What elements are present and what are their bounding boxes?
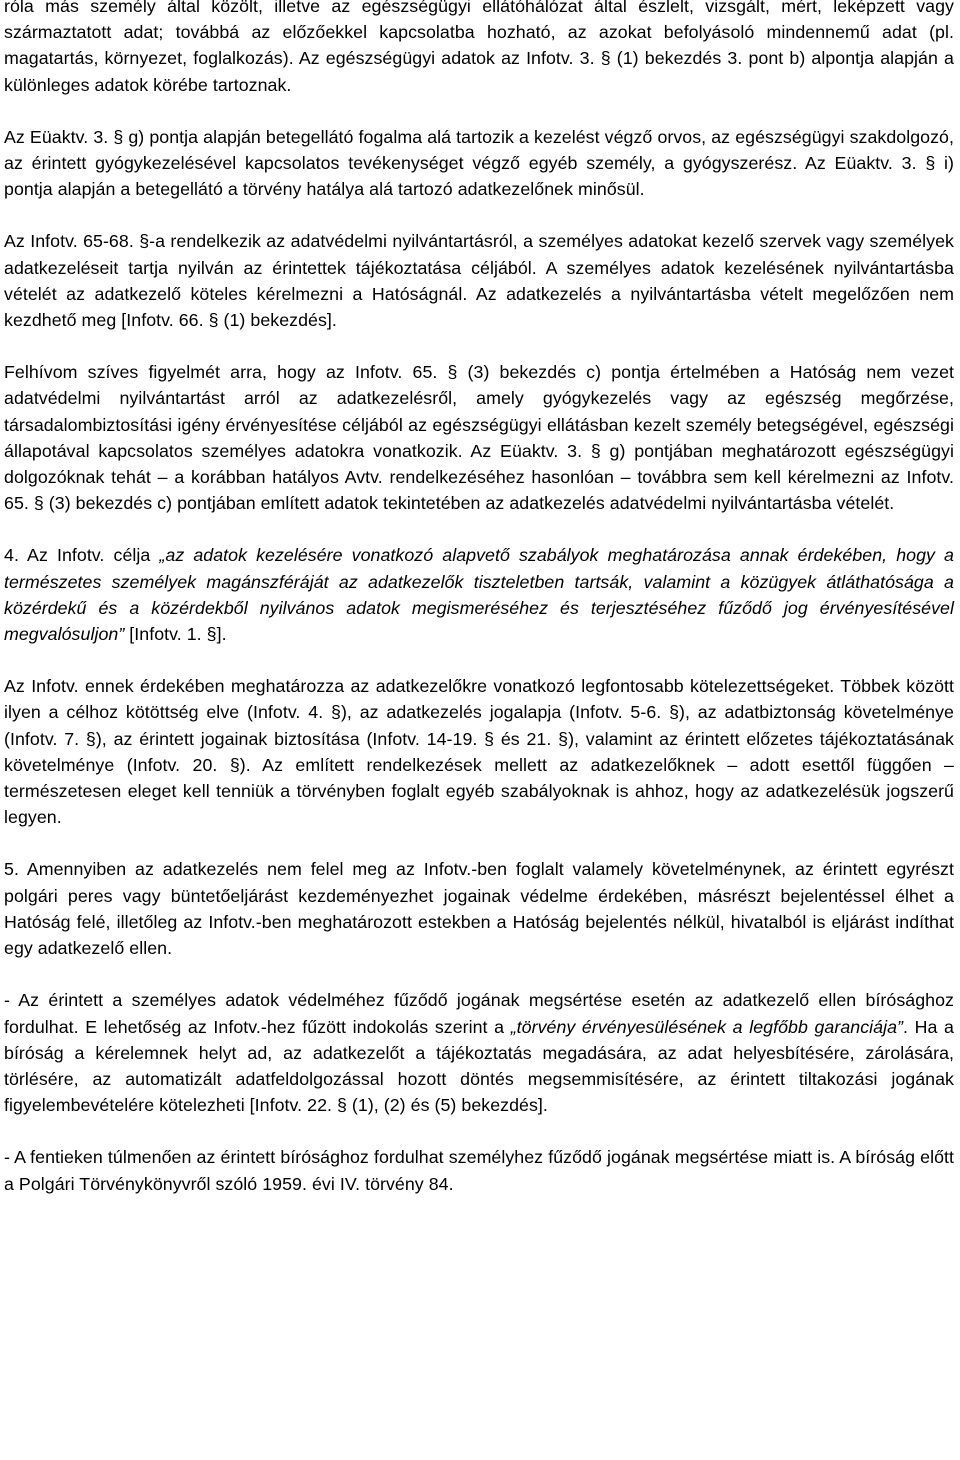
paragraph-remedies — [4, 856, 954, 961]
paragraph-controller-obligations — [4, 673, 954, 830]
text-segment: 4. Az Infotv. célja — [4, 545, 160, 566]
quoted-purpose-italic: „az adatok kezelésére vonatkozó alapvető szabályok meghatározása annak érdekében, hogy a természetes személyek magánszféráját az adatkezelők tiszteletben tartsák, valamint a közügyek átláthatósága a közérdekű és a közérdekből nyilvános adatok megismeréséhez és terjesztéséhez fűződő jog érvényesítésével megvalósuljon” — [4, 545, 954, 645]
paragraph-register-exemption — [4, 359, 954, 516]
paragraph-court-action — [4, 987, 954, 1118]
text-segment: Az Infotv. 65-68. §-a rendelkezik az adatvédelmi nyilvántartásról, a személyes adatokat kezelő szervek vagy személyek adatkezeléseit tartja nyilván az érintettek tájékoztatása céljából. A személyes adatok kezelésének nyilvántartásba vételét az adatkezelő köteles kérelmezni a Hatóságnál. Az adatkezelés a nyilvántartásba vételt megelőzően nem kezdhető meg [Infotv. 66. § (1) bekezdés]. — [4, 231, 954, 331]
text-segment: Felhívom szíves figyelmét arra, hogy az Infotv. 65. § (3) bekezdés c) pontja értelmében a Hatóság nem vezet adatvédelmi nyilvántartást arról az adatkezelésről, amely gyógykezelés vagy az egészség megőrzése, társadalombiztosítási igény érvényesítése céljából az egészségügyi ellátásban kezelt személy betegségével, egészségi állapotával kapcsolatos személyes adatokra vonatkozik. Az Eüaktv. 3. § g) pontjában meghatározott egészségügyi dolgozóknak tehát – a korábban hatályos Avtv. rendelkezéséhez hasonlóan – továbbra sem kell kérelmezni az Infotv. 65. § (3) bekezdés c) pontjában említett adatok tekintetében az adatkezelés adatvédelmi nyilvántartásba vételét. — [4, 362, 954, 514]
paragraph-health-data-definition — [4, 0, 954, 98]
text-segment: 5. Amennyiben az adatkezelés nem felel meg az Infotv.-ben foglalt valamely követelménynek, az érintett egyrészt polgári peres vagy büntetőeljárást kezdeményezhet jogainak védelme érdekében, másrészt bejelentéssel élhet a Hatóság felé, illetőleg az Infotv.-ben meghatározott estekben a Hatóság bejelentés nélkül, hivatalból is eljárást indíthat egy adatkezelő ellen. — [4, 859, 954, 959]
quoted-guarantee-italic: „törvény érvényesülésének a legfőbb garanciája” — [510, 1016, 904, 1037]
text-segment: - A fentieken túlmenően az érintett bírósághoz fordulhat személyhez fűződő jogának megsértése miatt is. A bíróság előtt a Polgári Törvénykönyvről szóló 1959. évi IV. törvény 84. — [4, 1147, 954, 1194]
text-segment: Az Eüaktv. 3. § g) pontja alapján betegellátó fogalma alá tartozik a kezelést végző orvos, az egészségügyi szakdolgozó, az érintett gyógykezelésével kapcsolatos tevékenységet végző egyéb személy, a gyógyszerész. Az Eüaktv. 3. § i) pontja alapján a betegellátó a törvény hatálya alá tartozó adatkezelőnek minősül. — [4, 126, 954, 200]
text-segment: . Ha a bíróság a kérelemnek helyt ad, az adatkezelőt a tájékoztatás megadására, az adat helyesbítésére, zárolására, törlésére, az automatizált adatfeldolgozással hozott döntés megsemmisítésére, az érintett tiltakozási jogának figyelembevételére kötelezheti [Infotv. 22. § (1), (2) és (5) bekezdés]. — [4, 1016, 954, 1116]
paragraph-caregiver-definition — [4, 124, 954, 203]
text-segment: Az Infotv. ennek érdekében meghatározza az adatkezelőkre vonatkozó legfontosabb kötelezettségeket. Többek között ilyen a célhoz kötöttség elve (Infotv. 4. §), az adatkezelés jogalapja (Infotv. 5-6. §), az adatbiztonság követelménye (Infotv. 7. §), az érintett jogainak biztosítása (Infotv. 14-19. § és 21. §), valamint az érintett előzetes tájékoztatásának követelménye (Infotv. 20. §). Az említett rendelkezések mellett az adatkezelőknek – adott esettől függően – természetesen eleget kell tenniük a törvényben foglalt egyéb szabályoknak is ahhoz, hogy az adatkezelésük jogszerű legyen. — [4, 676, 954, 828]
text-segment: - Az érintett a személyes adatok védelméhez fűződő jogának megsértése esetén az adatkezelő ellen bírósághoz fordulhat. E lehetőség az Infotv.-hez fűzött indokolás szerint a — [4, 990, 954, 1037]
paragraph-infotv-purpose — [4, 542, 954, 647]
text-segment: [Infotv. 1. §]. — [124, 624, 227, 645]
paragraph-data-protection-register — [4, 228, 954, 333]
paragraph-personality-rights — [4, 1144, 954, 1196]
text-segment: róla más személy által közölt, illetve az egészségügyi ellátóhálózat által észlelt, vizsgált, mért, leképzett vagy származtatott adat; továbbá az előzőekkel kapcsolatba hozható, az azokat befolyásoló mindennemű adat (pl. magatartás, környezet, foglalkozás). Az egészségügyi adatok az Infotv. 3. § (1) bekezdés 3. pont b) alpontja alapján a különleges adatok körébe tartoznak. — [4, 0, 954, 95]
